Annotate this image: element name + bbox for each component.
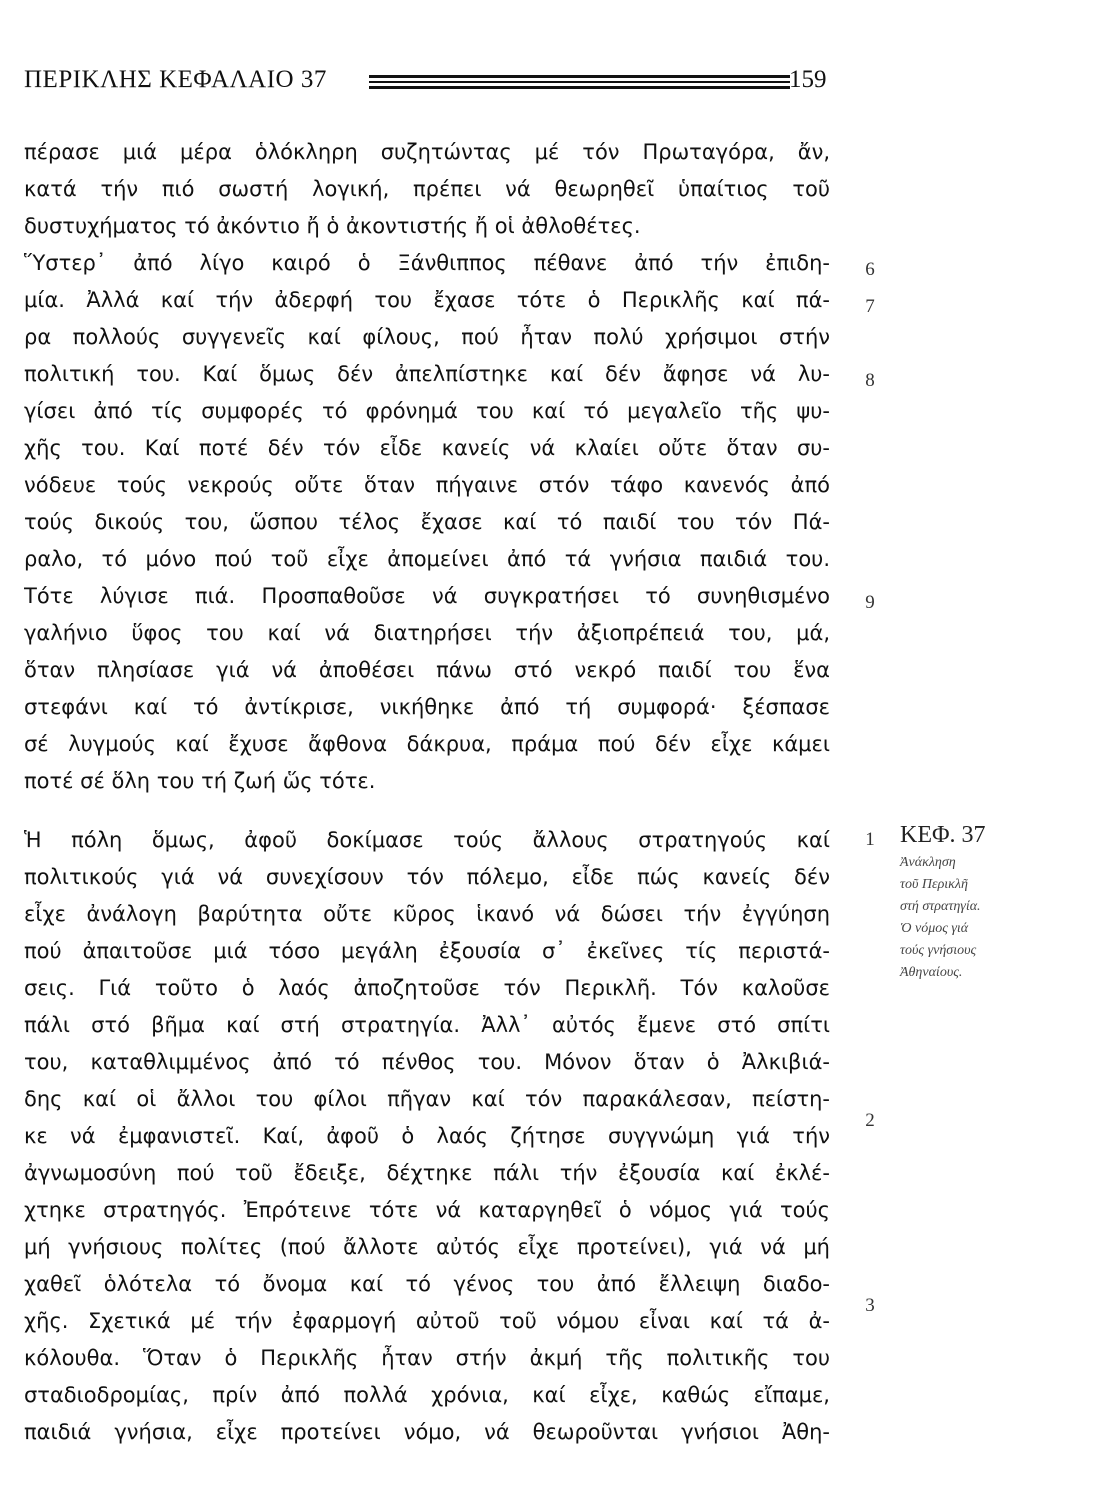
margin-number: 1	[865, 829, 875, 850]
margin-note	[900, 818, 1080, 984]
margin-note-line: τοῦ Περικλῆ	[900, 877, 968, 892]
header-rule-top	[369, 75, 790, 78]
text-line: σέ λυγμούς καί ἔχυσε ἄφθονα δάκρυα, πράμα πού δέν εἶχε κάμει	[24, 732, 830, 756]
text-line: γαλήνιο ὕφος του καί νά διατηρήσει τήν ἀξιοπρέπειά του, μά,	[24, 621, 830, 645]
text-line: νόδευε τούς νεκρούς οὔτε ὅταν πήγαινε στόν τάφο κανενός ἀπό	[24, 473, 830, 497]
margin-note-line: Ἀθηναίους.	[900, 965, 963, 980]
margin-note-line: τούς γνήσιους	[900, 943, 977, 958]
text-line: Ἡ πόλη ὅμως, ἀφοῦ δοκίμασε τούς ἄλλους στρατηγούς καί	[24, 828, 830, 852]
margin-number: 3	[865, 1295, 875, 1316]
text-line: γίσει ἀπό τίς συμφορές τό φρόνημά του καί τό μεγαλεῖο τῆς ψυ-	[24, 399, 830, 423]
text-line: πάλι στό βῆμα καί στή στρατηγία. Ἀλλ᾽ αὐτός ἔμενε στό σπίτι	[24, 1013, 830, 1037]
text-line: εἶχε ἀνάλογη βαρύτητα οὔτε κῦρος ἱκανό νά δώσει τήν ἐγγύηση	[24, 902, 830, 926]
text-line: χτηκε στρατηγός. Ἐπρότεινε τότε νά καταργηθεῖ ὁ νόμος γιά τούς	[24, 1198, 830, 1222]
margin-note-line: Ὁ νόμος γιά	[900, 921, 969, 936]
text-line: ὅταν πλησίασε γιά νά ἀποθέσει πάνω στό νεκρό παιδί του ἕνα	[24, 658, 830, 682]
page-header	[24, 66, 827, 106]
text-line: χῆς του. Καί ποτέ δέν τόν εἶδε κανείς νά κλαίει οὔτε ὅταν συ-	[24, 436, 830, 460]
text-line: μή γνήσιους πολίτες (πού ἄλλοτε αὐτός εἶχε προτείνει), γιά νά μή	[24, 1235, 830, 1259]
margin-note-line: στή στρατηγία.	[900, 899, 981, 914]
margin-number: 9	[865, 592, 875, 613]
text-line: Τότε λύγισε πιά. Προσπαθοῦσε νά συγκρατήσει τό συνηθισμένο	[24, 584, 830, 608]
margin-number: 7	[865, 296, 875, 317]
margin-number: 8	[865, 370, 875, 391]
margin-number: 6	[865, 259, 875, 280]
margin-note-line: Ἀνάκληση	[900, 855, 956, 870]
running-head: ΠΕΡΙΚΛΗΣ ΚΕΦΑΛΑΙΟ 37	[24, 66, 327, 93]
text-line: σταδιοδρομίας, πρίν ἀπό πολλά χρόνια, καί εἶχε, καθώς εἴπαμε,	[24, 1383, 830, 1407]
margin-note-heading: ΚΕΦ. 37	[900, 822, 986, 848]
text-line: πού ἀπαιτοῦσε μιά τόσο μεγάλη ἐξουσία σ᾽ ἐκεῖνες τίς περιστά-	[24, 939, 830, 963]
text-line: Ὕστερ᾽ ἀπό λίγο καιρό ὁ Ξάνθιππος πέθανε ἀπό τήν ἐπιδη-	[24, 251, 830, 275]
text-line: μία. Ἀλλά καί τήν ἀδερφή του ἔχασε τότε ὁ Περικλῆς καί πά-	[24, 288, 830, 312]
text-line: ρα πολλούς συγγενεῖς καί φίλους, πού ἦταν πολύ χρήσιμοι στήν	[24, 325, 830, 349]
page-number: 159	[789, 66, 827, 93]
text-line: ραλο, τό μόνο πού τοῦ εἶχε ἀπομείνει ἀπό τά γνήσια παιδιά του.	[24, 547, 830, 571]
text-line: σεις. Γιά τοῦτο ὁ λαός ἀποζητοῦσε τόν Περικλῆ. Τόν καλοῦσε	[24, 976, 830, 1000]
text-line: πολιτική του. Καί ὅμως δέν ἀπελπίστηκε καί δέν ἄφησε νά λυ-	[24, 362, 830, 386]
text-line: ποτέ σέ ὅλη του τή ζωή ὥς τότε.	[24, 769, 376, 793]
text-line: χαθεῖ ὁλότελα τό ὄνομα καί τό γένος του ἀπό ἔλλειψη διαδο-	[24, 1272, 830, 1296]
text-line: δης καί οἱ ἄλλοι του φίλοι πῆγαν καί τόν παρακάλεσαν, πείστη-	[24, 1087, 830, 1111]
text-line: ἀγνωμοσύνη πού τοῦ ἔδειξε, δέχτηκε πάλι τήν ἐξουσία καί ἐκλέ-	[24, 1161, 830, 1185]
text-line: παιδιά γνήσια, εἶχε προτείνει νόμο, νά θεωροῦνται γνήσιοι Ἀθη-	[24, 1420, 830, 1444]
text-line: τούς δικούς του, ὥσπου τέλος ἔχασε καί τό παιδί του τόν Πά-	[24, 510, 830, 534]
text-line: χῆς. Σχετικά μέ τήν ἐφαρμογή αὐτοῦ τοῦ νόμου εἶναι καί τά ἀ-	[24, 1309, 830, 1333]
header-rule-bottom	[369, 86, 790, 89]
text-line: πέρασε μιά μέρα ὁλόκληρη συζητώντας μέ τόν Πρωταγόρα, ἄν,	[24, 140, 830, 164]
margin-number: 2	[865, 1110, 875, 1131]
text-line: πολιτικούς γιά νά συνεχίσουν τόν πόλεμο, εἶδε πώς κανείς δέν	[24, 865, 830, 889]
text-line: του, καταθλιμμένος ἀπό τό πένθος του. Μόνον ὅταν ὁ Ἀλκιβιά-	[24, 1050, 830, 1074]
text-line: κόλουθα. Ὅταν ὁ Περικλῆς ἦταν στήν ἀκμή τῆς πολιτικῆς του	[24, 1346, 830, 1370]
text-line: κε νά ἐμφανιστεῖ. Καί, ἀφοῦ ὁ λαός ζήτησε συγγνώμη γιά τήν	[24, 1124, 830, 1148]
text-line: στεφάνι καί τό ἀντίκρισε, νικήθηκε ἀπό τή συμφορά· ξέσπασε	[24, 695, 830, 719]
text-line: κατά τήν πιό σωστή λογική, πρέπει νά θεωρηθεῖ ὑπαίτιος τοῦ	[24, 177, 830, 201]
header-rule-middle	[369, 81, 790, 83]
text-line: δυστυχήματος τό ἀκόντιο ἤ ὁ ἀκοντιστής ἤ οἱ ἀθλοθέτες.	[24, 214, 641, 238]
